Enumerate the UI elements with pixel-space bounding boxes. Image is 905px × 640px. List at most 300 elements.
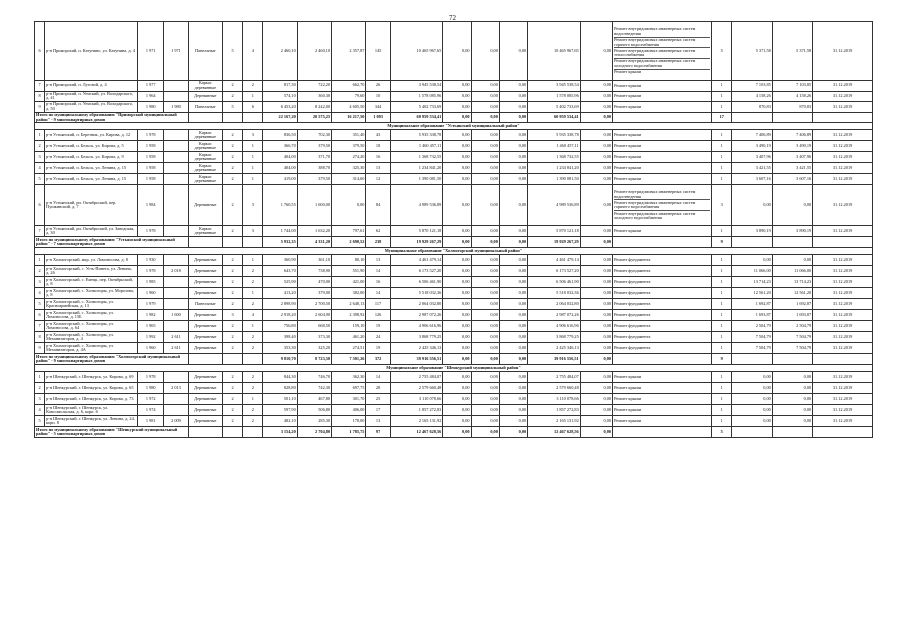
unit-cost: 7 103,85 xyxy=(732,81,772,92)
floors-count: 2 xyxy=(222,416,242,427)
work-types xyxy=(613,255,712,266)
local-share: 0,00 xyxy=(499,266,527,277)
owners-share: 10 465 967,65 xyxy=(528,22,581,81)
commission-year: 1 965 xyxy=(138,321,164,332)
commission-year: 1 981 xyxy=(138,416,164,427)
max-unit-cost: 7 504,79 xyxy=(772,332,812,343)
work-count: 1 xyxy=(712,310,732,321)
area-living: 325,30 xyxy=(332,163,366,174)
area-living: 2 648,13 xyxy=(332,299,366,310)
work-type-item: Ремонт крыши xyxy=(614,103,642,109)
area-premises: 361,10 xyxy=(297,255,331,266)
owners-share: 5 518 032,36 xyxy=(528,288,581,299)
max-unit-cost: 1 692,87 xyxy=(772,299,812,310)
work-type-item: Ремонт крыши xyxy=(614,69,642,75)
work-count: 1 xyxy=(712,394,732,405)
fund-share: 0,00 xyxy=(443,102,471,113)
other-share: 0,00 xyxy=(580,416,612,427)
area-premises: 2 700,50 xyxy=(297,299,331,310)
table-row xyxy=(35,416,873,427)
total-private-area: 2 690,52 xyxy=(332,237,366,248)
residents-count: 13 xyxy=(366,416,390,427)
cost-total: 6 173 527,20 xyxy=(390,266,443,277)
work-count: 1 xyxy=(712,102,732,113)
residents-count: 14 xyxy=(366,266,390,277)
other-share: 0,00 xyxy=(580,91,612,102)
regional-share: 0,00 xyxy=(471,102,499,113)
last-repair-year xyxy=(164,277,188,288)
row-number: 3 xyxy=(35,394,45,405)
total-cost: 19 929 267,29 xyxy=(390,237,443,248)
regional-share: 0,00 xyxy=(471,141,499,152)
area-living: 362,30 xyxy=(332,372,366,383)
commission-year: 1 982 xyxy=(138,310,164,321)
area-living: 2 357,87 xyxy=(332,22,366,81)
fund-share: 0,00 xyxy=(443,416,471,427)
other-share: 0,00 xyxy=(580,394,612,405)
row-number: 3 xyxy=(35,277,45,288)
local-share: 0,00 xyxy=(499,277,527,288)
local-share: 0,00 xyxy=(499,416,527,427)
total-area: 3 154,20 xyxy=(263,427,297,438)
fund-share: 0,00 xyxy=(443,405,471,416)
address-cell: р-н Устьянский, п. Бельск, ул. Ленина, д. 15 xyxy=(45,174,138,185)
max-unit-cost: 7 406,89 xyxy=(772,130,812,141)
completion-date: 31.12.2019 xyxy=(813,394,873,405)
work-type-item: Ремонт крыши xyxy=(614,385,642,391)
residents-count: 117 xyxy=(366,299,390,310)
other-share: 0,00 xyxy=(580,299,612,310)
owners-share: 1 460 457,11 xyxy=(528,141,581,152)
area-total: 574,10 xyxy=(263,91,297,102)
other-share: 0,00 xyxy=(580,383,612,394)
completion-date: 31.12.2019 xyxy=(813,288,873,299)
fund-share: 0,00 xyxy=(443,332,471,343)
max-unit-cost: 3 890,19 xyxy=(772,226,812,237)
empty-cell xyxy=(732,237,772,248)
floors-count: 5 xyxy=(222,22,242,81)
work-types xyxy=(613,372,712,383)
work-type-item: Ремонт крыши xyxy=(614,176,642,182)
area-living: 80,10 xyxy=(332,255,366,266)
commission-year: 1 971 xyxy=(138,22,164,81)
empty-cell xyxy=(222,427,242,438)
total-row xyxy=(35,354,873,365)
local-share: 0,00 xyxy=(499,405,527,416)
entrances-count: 2 xyxy=(243,277,263,288)
total-residents: 97 xyxy=(366,427,390,438)
work-types xyxy=(613,416,712,427)
area-living: 4 605,50 xyxy=(332,102,366,113)
commission-year: 1 964 xyxy=(138,91,164,102)
address-cell: р-н Холмогорский, с. Холмогоры, ул. Механизаторов, д. 4А xyxy=(45,343,138,354)
cost-total: 5 518 032,36 xyxy=(390,288,443,299)
table-row xyxy=(35,321,873,332)
area-total: 419,00 xyxy=(263,174,297,185)
entrances-count: 1 xyxy=(243,152,263,163)
fund-share: 0,00 xyxy=(443,91,471,102)
empty-cell xyxy=(772,112,812,123)
total-other: 0,00 xyxy=(580,237,612,248)
residents-count: 16 xyxy=(366,277,390,288)
work-types xyxy=(613,22,712,81)
cost-total: 2 987 072,26 xyxy=(390,310,443,321)
row-number: 9 xyxy=(35,343,45,354)
unit-cost: 0,00 xyxy=(732,255,772,266)
area-living: 382,00 xyxy=(332,288,366,299)
cost-total: 5 402 733,69 xyxy=(390,102,443,113)
address-cell: р-н Холмогорский, с. Холмогоры, ул. Красноармейская, д. 13 xyxy=(45,299,138,310)
local-share: 0,00 xyxy=(499,22,527,81)
unit-cost: 7 504,79 xyxy=(732,332,772,343)
total-fund: 0,00 xyxy=(443,354,471,365)
work-count: 1 xyxy=(712,91,732,102)
completion-date: 31.12.2019 xyxy=(813,255,873,266)
owners-share: 1 857 272,83 xyxy=(528,405,581,416)
total-residents: 238 xyxy=(366,237,390,248)
row-number: 4 xyxy=(35,288,45,299)
table-row xyxy=(35,405,873,416)
fund-share: 0,00 xyxy=(443,288,471,299)
area-living: 797,61 xyxy=(332,226,366,237)
row-number: 5 xyxy=(35,416,45,427)
wall-material: Деревянные xyxy=(188,405,222,416)
area-living: 406,00 xyxy=(332,405,366,416)
other-share: 0,00 xyxy=(580,81,612,92)
completion-date: 31.12.2019 xyxy=(813,185,873,226)
work-type-item: Ремонт фундамента xyxy=(614,290,651,296)
regional-share: 0,00 xyxy=(471,277,499,288)
floors-count: 2 xyxy=(222,185,242,226)
work-type-item: Ремонт внутридомовых инженерных систем холодного водоснабжения xyxy=(614,59,710,70)
empty-cell xyxy=(222,112,242,123)
entrances-count: 6 xyxy=(243,102,263,113)
cost-total: 10 465 967,65 xyxy=(390,22,443,81)
work-count: 1 xyxy=(712,277,732,288)
floors-count: 2 xyxy=(222,277,242,288)
total-regional: 0,00 xyxy=(471,354,499,365)
last-repair-year xyxy=(164,405,188,416)
commission-year: 1 960 xyxy=(138,288,164,299)
area-premises: 360,30 xyxy=(297,91,331,102)
unit-cost: 3 407,96 xyxy=(732,152,772,163)
wall-material: Деревянные xyxy=(188,321,222,332)
table-row xyxy=(35,141,873,152)
regional-share: 0,00 xyxy=(471,266,499,277)
owners-share: 3 868 779,25 xyxy=(528,332,581,343)
section-row xyxy=(35,365,873,372)
residents-count: 62 xyxy=(366,226,390,237)
commission-year: 1 958 xyxy=(138,174,164,185)
residents-count: 12 xyxy=(366,174,390,185)
completion-date: 31.12.2019 xyxy=(813,383,873,394)
floors-count: 2 xyxy=(222,343,242,354)
owners-share: 4 461 479,14 xyxy=(528,255,581,266)
local-share: 0,00 xyxy=(499,255,527,266)
local-share: 0,00 xyxy=(499,130,527,141)
regional-share: 0,00 xyxy=(471,288,499,299)
completion-date: 31.12.2019 xyxy=(813,174,873,185)
area-premises: 325,20 xyxy=(297,343,331,354)
max-unit-cost: 3 490,19 xyxy=(772,141,812,152)
entrances-count: 4 xyxy=(243,22,263,81)
area-total: 482,10 xyxy=(263,416,297,427)
floors-count: 2 xyxy=(222,405,242,416)
row-number: 6 xyxy=(35,310,45,321)
entrances-count: 1 xyxy=(243,174,263,185)
row-number: 2 xyxy=(35,266,45,277)
last-repair-year: 2 013 xyxy=(164,383,188,394)
section-heading: Муниципальное образование "Шенкурский муниципальный район" xyxy=(35,365,873,372)
work-type-item: Ремонт крыши xyxy=(614,82,642,88)
area-total: 2 460,10 xyxy=(263,22,297,81)
area-total: 597,90 xyxy=(263,405,297,416)
total-work-count: 9 xyxy=(712,237,732,248)
cost-total: 2 165 131,92 xyxy=(390,416,443,427)
entrances-count: 1 xyxy=(243,255,263,266)
entrances-count: 2 xyxy=(243,405,263,416)
empty-cell xyxy=(813,112,873,123)
work-count: 1 xyxy=(712,152,732,163)
last-repair-year xyxy=(164,141,188,152)
max-unit-cost: 7 504,79 xyxy=(772,343,812,354)
last-repair-year: 1 980 xyxy=(164,102,188,113)
total-private-area: 7 501,26 xyxy=(332,354,366,365)
last-repair-year xyxy=(164,185,188,226)
total-label: Итого по муниципальному образованию "Приморский муниципальный район" - 9 многоквартирных домов xyxy=(35,112,189,123)
work-type-item: Ремонт крыши xyxy=(614,396,642,402)
floors-count: 2 xyxy=(222,394,242,405)
cost-total: 1 368 732,55 xyxy=(390,152,443,163)
fund-share: 0,00 xyxy=(443,299,471,310)
work-type-item: Ремонт крыши xyxy=(614,132,642,138)
empty-cell xyxy=(813,237,873,248)
area-living: 274,20 xyxy=(332,152,366,163)
unit-cost: 1 692,87 xyxy=(732,299,772,310)
max-unit-cost: 3 407,96 xyxy=(772,152,812,163)
residents-count: 145 xyxy=(366,22,390,81)
unit-cost: 0,00 xyxy=(732,394,772,405)
residents-count: 126 xyxy=(366,310,390,321)
fund-share: 0,00 xyxy=(443,22,471,81)
regional-share: 0,00 xyxy=(471,405,499,416)
row-number: 6 xyxy=(35,185,45,226)
total-regional: 0,00 xyxy=(471,112,499,123)
area-total: 501,10 xyxy=(263,394,297,405)
cost-total: 3 110 078,66 xyxy=(390,394,443,405)
floors-count: 2 xyxy=(222,266,242,277)
unit-cost: 870,83 xyxy=(732,102,772,113)
work-type-item: Ремонт крыши xyxy=(614,374,642,380)
residents-count: 13 xyxy=(366,255,390,266)
completion-date: 31.12.2019 xyxy=(813,152,873,163)
total-local: 0,00 xyxy=(499,427,527,438)
regional-share: 0,00 xyxy=(471,321,499,332)
work-count: 5 xyxy=(712,22,732,81)
work-types xyxy=(613,394,712,405)
entrances-count: 4 xyxy=(243,310,263,321)
local-share: 0,00 xyxy=(499,91,527,102)
other-share: 0,00 xyxy=(580,343,612,354)
last-repair-year xyxy=(164,226,188,237)
regional-share: 0,00 xyxy=(471,226,499,237)
entrances-count: 3 xyxy=(243,226,263,237)
other-share: 0,00 xyxy=(580,130,612,141)
area-living: 662,70 xyxy=(332,81,366,92)
last-repair-year xyxy=(164,81,188,92)
local-share: 0,00 xyxy=(499,343,527,354)
floors-count: 2 xyxy=(222,141,242,152)
owners-share: 5 935 338,78 xyxy=(528,130,581,141)
wall-material: Деревянные xyxy=(188,185,222,226)
last-repair-year xyxy=(164,321,188,332)
max-unit-cost: 7 103,85 xyxy=(772,81,812,92)
other-share: 0,00 xyxy=(580,405,612,416)
area-premises: 742,30 xyxy=(297,383,331,394)
area-total: 2 918,20 xyxy=(263,310,297,321)
floors-count: 5 xyxy=(222,102,242,113)
total-work-count: 5 xyxy=(712,427,732,438)
work-count: 1 xyxy=(712,416,732,427)
commission-year: 1 992 xyxy=(138,332,164,343)
empty-cell xyxy=(188,427,222,438)
total-local: 0,00 xyxy=(499,237,527,248)
regional-share: 0,00 xyxy=(471,255,499,266)
max-unit-cost: 0,00 xyxy=(772,394,812,405)
wall-material: Каркас деревянные xyxy=(188,226,222,237)
commission-year: 1 980 xyxy=(138,383,164,394)
completion-date: 31.12.2019 xyxy=(813,416,873,427)
empty-cell xyxy=(243,112,263,123)
table-row xyxy=(35,288,873,299)
work-type-item: Ремонт фундамента xyxy=(614,345,651,351)
table-row xyxy=(35,91,873,102)
other-share: 0,00 xyxy=(580,141,612,152)
wall-material: Панельные xyxy=(188,299,222,310)
address-cell: р-н Приморский, п. Уемский, ул. Володарского, д. 41 xyxy=(45,91,138,102)
address-cell: р-н Шенкурский, г. Шенкурск, ул. Кирова, д. 73 xyxy=(45,394,138,405)
work-count: 1 xyxy=(712,130,732,141)
floors-count: 2 xyxy=(222,174,242,185)
area-premises: 738,90 xyxy=(297,266,331,277)
other-share: 0,00 xyxy=(580,185,612,226)
table-row xyxy=(35,277,873,288)
owners-share: 1 578 085,96 xyxy=(528,91,581,102)
local-share: 0,00 xyxy=(499,141,527,152)
row-number: 4 xyxy=(35,405,45,416)
local-share: 0,00 xyxy=(499,226,527,237)
area-living: 461,20 xyxy=(332,332,366,343)
work-count: 1 xyxy=(712,266,732,277)
wall-material: Каркас деревянные xyxy=(188,141,222,152)
commission-year: 1 978 xyxy=(138,266,164,277)
work-count: 1 xyxy=(712,321,732,332)
cost-total: 1 460 457,11 xyxy=(390,141,443,152)
address-cell: р-н Холмогорский, с. Холмогоры, ул. Ломоносова, д. 64 xyxy=(45,321,138,332)
unit-cost: 12 561,20 xyxy=(732,288,772,299)
max-unit-cost: 0,00 xyxy=(772,405,812,416)
cost-total: 2 425 346,13 xyxy=(390,343,443,354)
commission-year: 1 979 xyxy=(138,299,164,310)
regional-share: 0,00 xyxy=(471,174,499,185)
other-share: 0,00 xyxy=(580,102,612,113)
work-count: 1 xyxy=(712,343,732,354)
local-share: 0,00 xyxy=(499,321,527,332)
owners-share: 5 870 121,18 xyxy=(528,226,581,237)
capital-repair-table xyxy=(34,21,873,438)
table-row xyxy=(35,310,873,321)
commission-year: 1 930 xyxy=(138,255,164,266)
residents-count: 19 xyxy=(366,321,390,332)
last-repair-year xyxy=(164,372,188,383)
commission-year: 1 978 xyxy=(138,226,164,237)
address-cell: р-н Холмогорский, с. Холмогоры, ул. Ломоносова, д. 15Б xyxy=(45,310,138,321)
owners-share: 2 064 032,80 xyxy=(528,299,581,310)
floors-count: 2 xyxy=(222,163,242,174)
work-type-item: Ремонт внутридомовых инженерных систем горячего водоснабжения xyxy=(614,200,710,211)
work-types xyxy=(613,185,712,226)
owners-share: 6 506 461,90 xyxy=(528,277,581,288)
cost-total: 5 935 338,78 xyxy=(390,130,443,141)
empty-cell xyxy=(772,237,812,248)
area-living: 351,40 xyxy=(332,130,366,141)
commission-year: 1 958 xyxy=(138,163,164,174)
regional-share: 0,00 xyxy=(471,372,499,383)
entrances-count: 1 xyxy=(243,394,263,405)
commission-year: 1 974 xyxy=(138,405,164,416)
owners-share: 1 390 081,50 xyxy=(528,174,581,185)
other-share: 0,00 xyxy=(580,288,612,299)
area-premises: 373,30 xyxy=(297,332,331,343)
owners-share: 2 579 660,48 xyxy=(528,383,581,394)
total-other: 0,00 xyxy=(580,112,612,123)
residents-count: 84 xyxy=(366,185,390,226)
last-repair-year xyxy=(164,299,188,310)
regional-share: 0,00 xyxy=(471,416,499,427)
address-cell: р-н Приморский, п. Луговой, д. 4 xyxy=(45,81,138,92)
total-label: Итого по муниципальному образованию "Устьянский муниципальный район" - 7 многоквартирных домов xyxy=(35,237,189,248)
work-type-item: Ремонт крыши xyxy=(614,143,642,149)
area-premises: 506,80 xyxy=(297,405,331,416)
completion-date: 31.12.2019 xyxy=(813,81,873,92)
work-type-item: Ремонт внутридомовых инженерных систем водоотведения xyxy=(614,27,710,38)
address-cell: р-н Приморский, п. Катунино, ул. Катунина, д. 4 xyxy=(45,22,138,81)
unit-cost: 0,00 xyxy=(732,185,772,226)
residents-count: 18 xyxy=(366,141,390,152)
work-type-item: Ремонт внутридомовых инженерных систем горячего водоснабжения xyxy=(614,38,710,49)
entrances-count: 2 xyxy=(243,383,263,394)
total-own: 19 929 267,29 xyxy=(528,237,581,248)
other-share: 0,00 xyxy=(580,372,612,383)
floors-count: 2 xyxy=(222,383,242,394)
entrances-count: 2 xyxy=(243,266,263,277)
area-total: 756,80 xyxy=(263,321,297,332)
unit-cost: 3 421,55 xyxy=(732,163,772,174)
local-share: 0,00 xyxy=(499,102,527,113)
address-cell: р-н Устьянский, п. Бельск, ул. Кирова, д. 5 xyxy=(45,141,138,152)
wall-material: Деревянные xyxy=(188,394,222,405)
cost-total: 4 461 479,14 xyxy=(390,255,443,266)
other-share: 0,00 xyxy=(580,310,612,321)
last-repair-year: 1 971 xyxy=(164,22,188,81)
area-premises: 8 242,00 xyxy=(297,102,331,113)
local-share: 0,00 xyxy=(499,383,527,394)
last-repair-year xyxy=(164,163,188,174)
wall-material: Панельные xyxy=(188,22,222,81)
entrances-count: 2 xyxy=(243,343,263,354)
commission-year: 1 978 xyxy=(138,372,164,383)
area-total: 2 898,90 xyxy=(263,299,297,310)
